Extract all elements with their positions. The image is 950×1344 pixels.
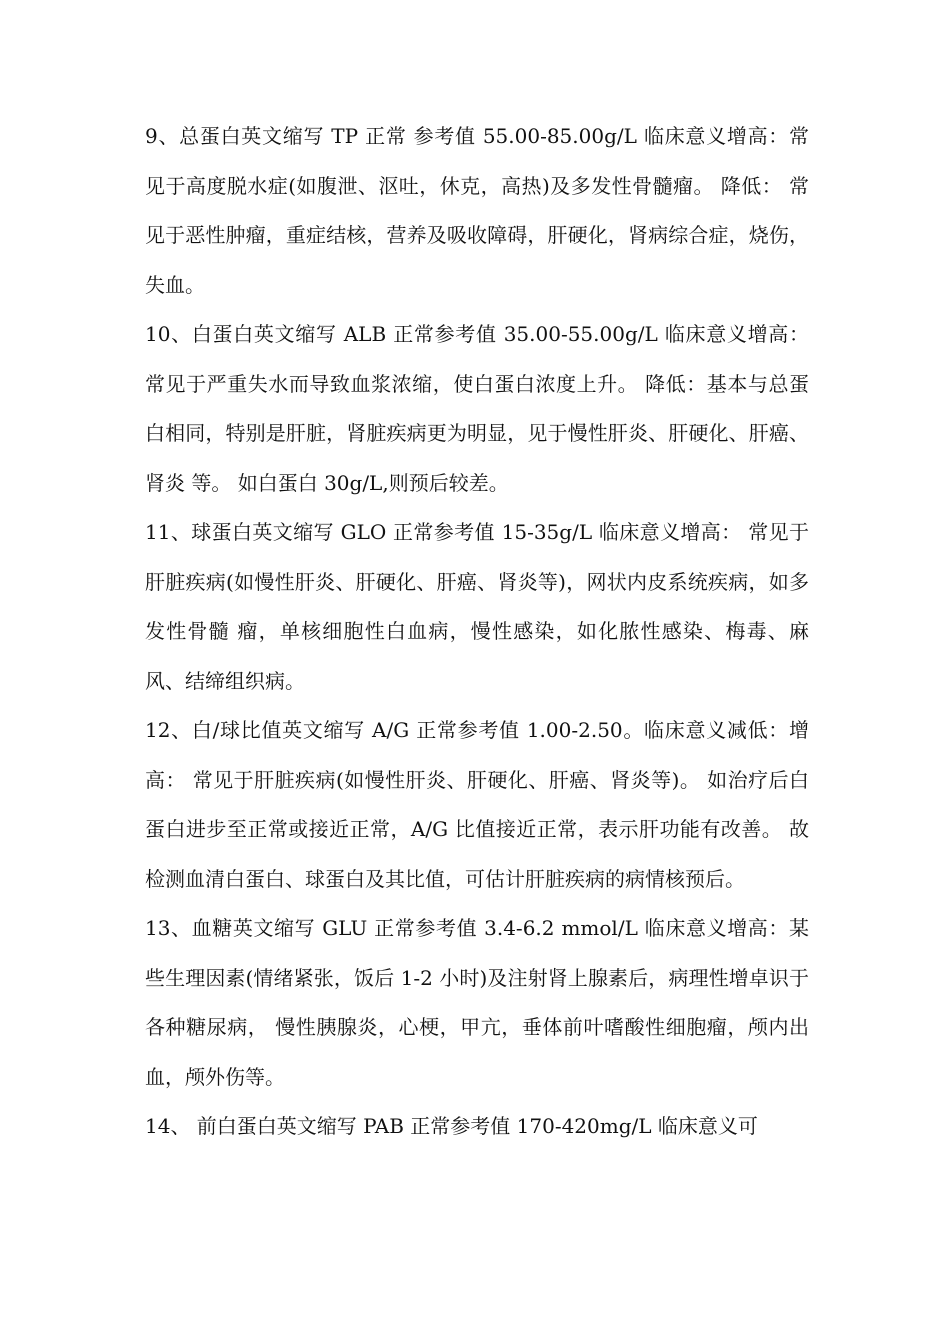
paragraph-total-protein: 9、总蛋白英文缩写 TP 正常 参考值 55.00-85.00g/L 临床意义增高：常见于高度脱水症(如腹泄、沤吐，休克，高热)及多发性骨髓瘤。 降低： 常见于恶性肿瘤，重症结核，营养及吸收障碍，肝硬化，肾病综合症，烧伤，失血。 xyxy=(145,124,809,297)
paragraph-globulin: 11、球蛋白英文缩写 GLO 正常参考值 15-35g/L 临床意义增高： 常见于肝脏疾病(如慢性肝炎、肝硬化、肝癌、肾炎等)，网状内皮系统疾病，如多发性骨髓 瘤，单核细胞性白血病，慢性感染，如化脓性感染、梅毒、麻风、结缔组织病。 xyxy=(145,520,809,693)
paragraph-ag-ratio: 12、白/球比值英文缩写 A/G 正常参考值 1.00-2.50。临床意义减低：增高： 常见于肝脏疾病(如慢性肝炎、肝硬化、肝癌、肾炎等)。 如治疗后白蛋白进步至正常或接近正常，A/G 比值接近正常，表示肝功能有改善。 故检测血清白蛋白、球蛋白及其比值，可估计肝脏疾病的病情核预后。 xyxy=(145,718,809,891)
paragraph-prealbumin: 14、 前白蛋白英文缩写 PAB 正常参考值 170-420mg/L 临床意义可 xyxy=(145,1114,758,1138)
paragraph-albumin: 10、白蛋白英文缩写 ALB 正常参考值 35.00-55.00g/L 临床意义增高： 常见于严重失水而导致血浆浓缩，使白蛋白浓度上升。 降低：基本与总蛋白相同，特别是肝脏，肾脏疾病更为明显，见于慢性肝炎、肝硬化、肝癌、肾炎 等。 如白蛋白 30g/L,则预后较差。 xyxy=(145,322,809,495)
document-body xyxy=(145,112,809,1152)
paragraph-glucose: 13、血糖英文缩写 GLU 正常参考值 3.4-6.2 mmol/L 临床意义增高：某些生理因素(情绪紧张，饭后 1-2 小时)及注射肾上腺素后，病理性增卓识于各种糖尿病， 慢性胰腺炎，心梗，甲亢，垂体前叶嗜酸性细胞瘤，颅内出血，颅外伤等。 xyxy=(145,916,809,1089)
